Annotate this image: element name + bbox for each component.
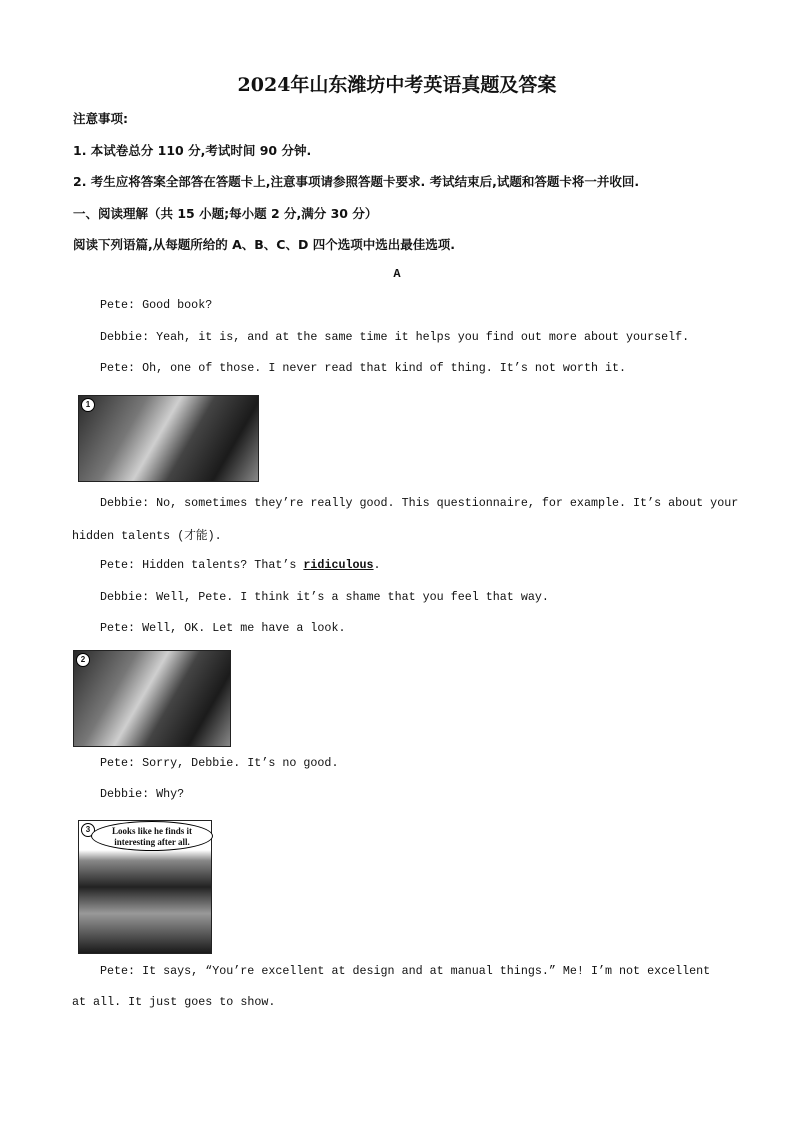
underlined-word: ridiculous [303, 558, 374, 572]
dialogue-line: Debbie: Well, Pete. I think it’s a shame that you feel that way. [100, 590, 549, 604]
dialogue-line: Debbie: No, sometimes they’re really good. This questionnaire, for example. It’s about your [100, 496, 739, 510]
notice-item: 2. 考生应将答案全部答在答题卡上,注意事项请参照答题卡要求. 考试结束后,试题和答题卡将一并收回. [73, 174, 640, 189]
section-instruction: 阅读下列语篇,从每题所给的 A、B、C、D 四个选项中选出最佳选项. [73, 237, 455, 252]
dialogue-text: Pete: Hidden talents? That’s [100, 558, 304, 572]
picture-number: 2 [76, 653, 90, 667]
dialogue-line [100, 558, 381, 572]
comic-picture-2 [73, 650, 231, 747]
speech-bubble: Looks like he finds it interesting after all. [91, 821, 213, 851]
dialogue-line: Pete: Well, OK. Let me have a look. [100, 621, 346, 635]
notice-item: 1. 本试卷总分 110 分,考试时间 90 分钟. [73, 143, 312, 158]
dialogue-line: Debbie: Yeah, it is, and at the same time it helps you find out more about yourself. [100, 330, 690, 344]
picture-number: 1 [81, 398, 95, 412]
dialogue-line: Debbie: Why? [100, 787, 185, 801]
comic-picture-1 [78, 395, 259, 482]
section-heading: 一、阅读理解（共 15 小题;每小题 2 分,满分 30 分） [73, 206, 378, 221]
page-title: 2024年山东潍坊中考英语真题及答案 [237, 74, 557, 96]
comic-picture-3 [78, 820, 212, 954]
passage-label: A [393, 267, 401, 281]
dialogue-text: . [373, 558, 381, 572]
dialogue-line: Pete: It says, “You’re excellent at design and at manual things.” Me! I’m not excellent [100, 964, 711, 978]
dialogue-line: Pete: Oh, one of those. I never read that kind of thing. It’s not worth it. [100, 361, 627, 375]
dialogue-line: Pete: Sorry, Debbie. It’s no good. [100, 756, 339, 770]
dialogue-line: hidden talents (才能). [72, 529, 222, 543]
picture-number: 3 [81, 823, 95, 837]
dialogue-line: Pete: Good book? [100, 298, 213, 312]
notice-heading: 注意事项: [73, 111, 128, 126]
dialogue-line: at all. It just goes to show. [72, 995, 276, 1009]
